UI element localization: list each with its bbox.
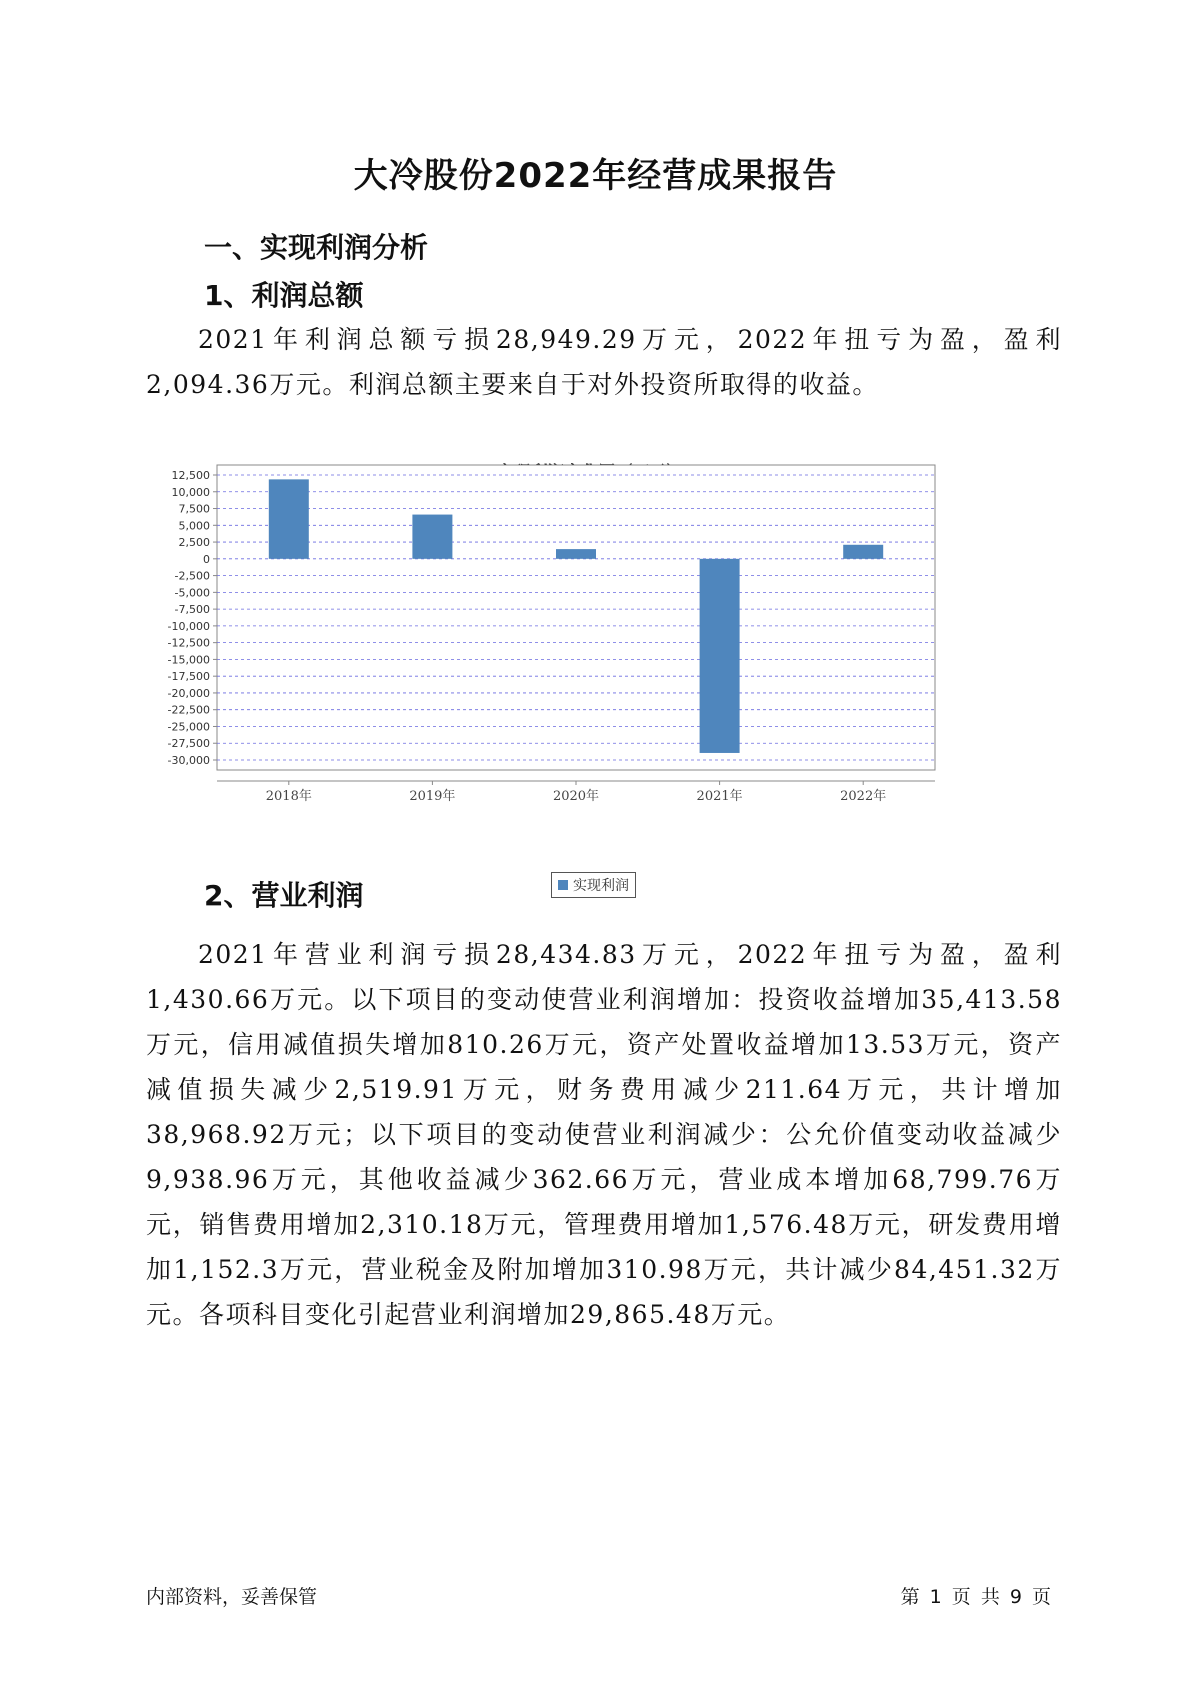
y-tick-label: -12,500 bbox=[167, 636, 210, 650]
x-tick-label: 2018年 bbox=[265, 789, 312, 804]
y-tick-label: 5,000 bbox=[178, 519, 210, 533]
footer-page-number: 第 1 页 共 9 页 bbox=[900, 1586, 1051, 1608]
y-tick-label: -10,000 bbox=[167, 619, 210, 633]
y-tick-label: 12,500 bbox=[171, 469, 210, 482]
paragraph-total-profit: 2021年利润总额亏损28,949.29万元，2022年扭亏为盈，盈利2,094.36万元。利润总额主要来自于对外投资所取得的收益。 bbox=[146, 325, 1062, 399]
y-tick-label: 2,500 bbox=[178, 536, 210, 550]
y-tick-label: -2,500 bbox=[174, 569, 210, 583]
legend-swatch bbox=[558, 880, 568, 890]
section-heading-profit-analysis: 一、实现利润分析 bbox=[204, 231, 429, 264]
x-tick-label: 2020年 bbox=[552, 789, 600, 804]
x-tick-label: 2022年 bbox=[840, 789, 887, 804]
x-tick-label: 2019年 bbox=[409, 789, 456, 804]
bar-2020年 bbox=[556, 549, 596, 559]
chart-legend bbox=[551, 872, 636, 898]
y-tick-label: -27,500 bbox=[167, 737, 210, 751]
bar-2018年 bbox=[269, 479, 309, 558]
y-tick-label: 10,000 bbox=[171, 485, 210, 499]
y-tick-label: -22,500 bbox=[167, 703, 210, 717]
y-tick-label: -17,500 bbox=[167, 670, 210, 684]
y-tick-label: -15,000 bbox=[167, 653, 210, 667]
bar-2019年 bbox=[412, 515, 452, 559]
document-title: 大冷股份2022年经营成果报告 bbox=[353, 156, 838, 196]
bar-2022年 bbox=[843, 545, 883, 559]
plot-frame bbox=[217, 465, 935, 770]
legend-label: 实现利润 bbox=[573, 878, 629, 894]
x-tick-label: 2021年 bbox=[696, 789, 743, 804]
bar-2021年 bbox=[700, 559, 740, 753]
chart-plot bbox=[160, 448, 1020, 868]
footer-confidential-note: 内部资料，妥善保管 bbox=[146, 1586, 318, 1608]
y-tick-label: -5,000 bbox=[174, 586, 210, 600]
y-tick-label: -20,000 bbox=[167, 686, 210, 700]
subsection-heading-total-profit: 1、利润总额 bbox=[204, 279, 364, 312]
subsection-heading-operating-profit: 2、营业利润 bbox=[204, 879, 364, 912]
y-tick-label: -30,000 bbox=[167, 754, 210, 767]
y-tick-label: -7,500 bbox=[174, 603, 210, 617]
profit-bar-chart bbox=[160, 448, 1020, 908]
paragraph-operating-profit: 2021年营业利润亏损28,434.83万元，2022年扭亏为盈，盈利1,430.66万元。以下项目的变动使营业利润增加：投资收益增加35,413.58万元，信用减值损失增加810.26万元，资产处置收益增加13.53万元，资产减值损失减少2,519.91万元，财务费用减少211.64万元，共计增加38,968.92万元；以下项目的变动使营业利润减少：公允价值变动收益减少9,938.96万元，其他收益减少362.66万元，营业成本增加68,799.76万元，销售费用增加2,310.18万元，管理费用增加1,576.48万元，研发费用增加1,152.3万元，营业税金及附加增加310.98万元，共计减少84,451.32万元。各项科目变化引起营业利润增加29,865.48万元。 bbox=[146, 940, 1062, 1329]
y-tick-label: 7,500 bbox=[178, 502, 210, 516]
y-tick-label: 0 bbox=[203, 552, 210, 566]
y-tick-label: -25,000 bbox=[167, 720, 210, 734]
